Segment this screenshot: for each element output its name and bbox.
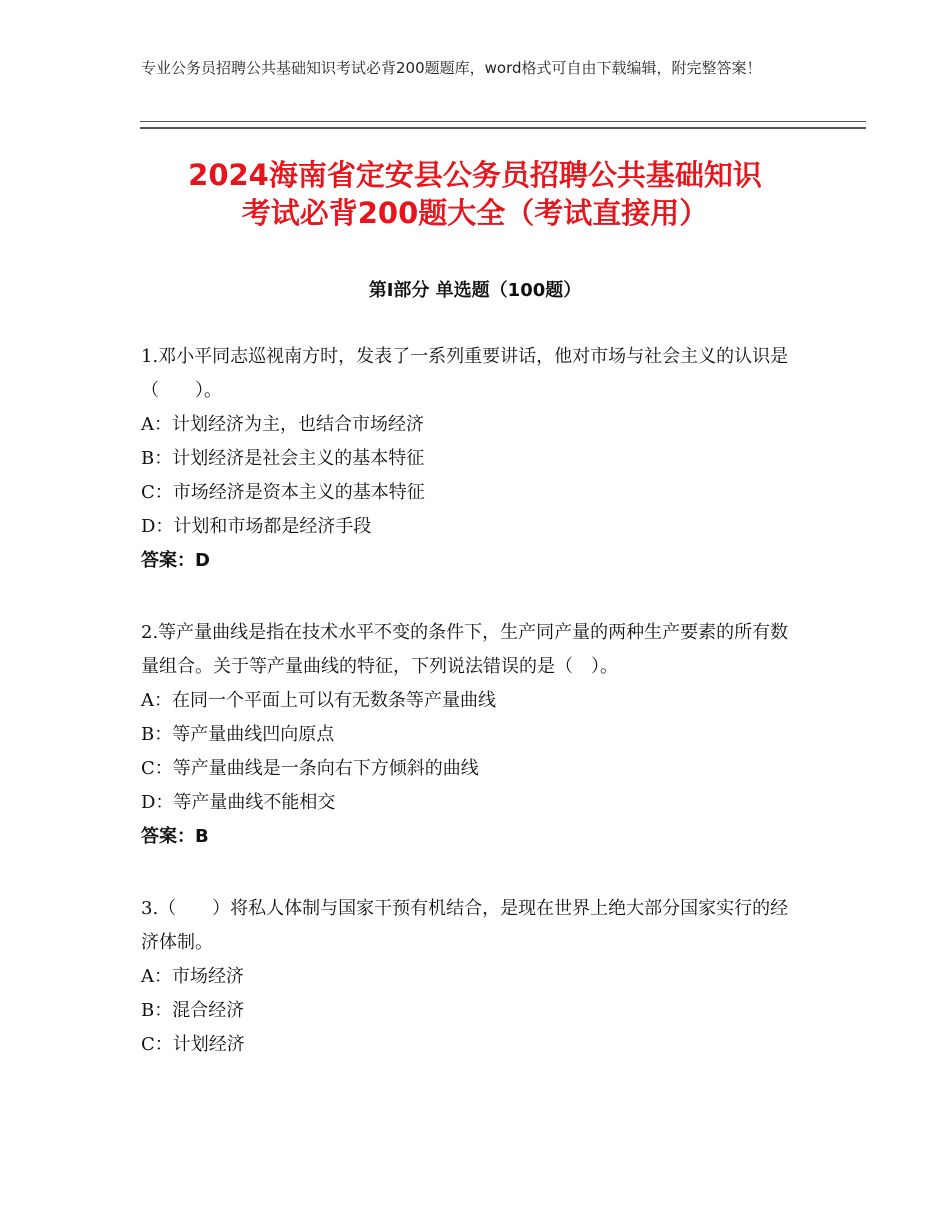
option-d: D：等产量曲线不能相交: [141, 792, 336, 813]
option-b: B：混合经济: [141, 1000, 245, 1021]
question-list: [141, 340, 801, 1100]
section-title: 第Ⅰ部分 单选题（100题）: [368, 280, 582, 301]
option-b: B：计划经济是社会主义的基本特征: [141, 448, 425, 469]
option-a: A：计划经济为主，也结合市场经济: [141, 414, 424, 435]
question-stem: 3.（ ）将私人体制与国家干预有机结合，是现在世界上绝大部分国家实行的经济体制。: [141, 898, 789, 953]
option-c: C：计划经济: [141, 1034, 245, 1055]
answer: 答案：D: [141, 550, 210, 571]
document-title-line-1: 2024海南省定安县公务员招聘公共基础知识: [188, 158, 762, 192]
question-3: [141, 892, 801, 1062]
option-d: D：计划和市场都是经济手段: [141, 516, 372, 537]
question-2: [141, 616, 801, 854]
document-title-line-2: 考试必背200题大全（考试直接用）: [241, 196, 709, 230]
document-title: [100, 156, 850, 232]
question-stem: 2.等产量曲线是指在技术水平不变的条件下，生产同产量的两种生产要素的所有数量组合。关于等产量曲线的特征，下列说法错误的是（ ）。: [141, 622, 789, 677]
option-c: C：等产量曲线是一条向右下方倾斜的曲线: [141, 758, 479, 779]
option-b: B：等产量曲线凹向原点: [141, 724, 335, 745]
answer: 答案：B: [141, 826, 209, 847]
option-a: A：在同一个平面上可以有无数条等产量曲线: [141, 690, 496, 711]
option-c: C：市场经济是资本主义的基本特征: [141, 482, 425, 503]
question-stem: 1.邓小平同志巡视南方时，发表了一系列重要讲话，他对市场与社会主义的认识是（ ）。: [141, 346, 789, 401]
question-1: [141, 340, 801, 578]
option-a: A：市场经济: [141, 966, 244, 987]
header-divider: [140, 121, 866, 129]
header-note: 专业公务员招聘公共基础知识考试必背200题题库，word格式可自由下载编辑，附完整答案！: [141, 59, 762, 77]
